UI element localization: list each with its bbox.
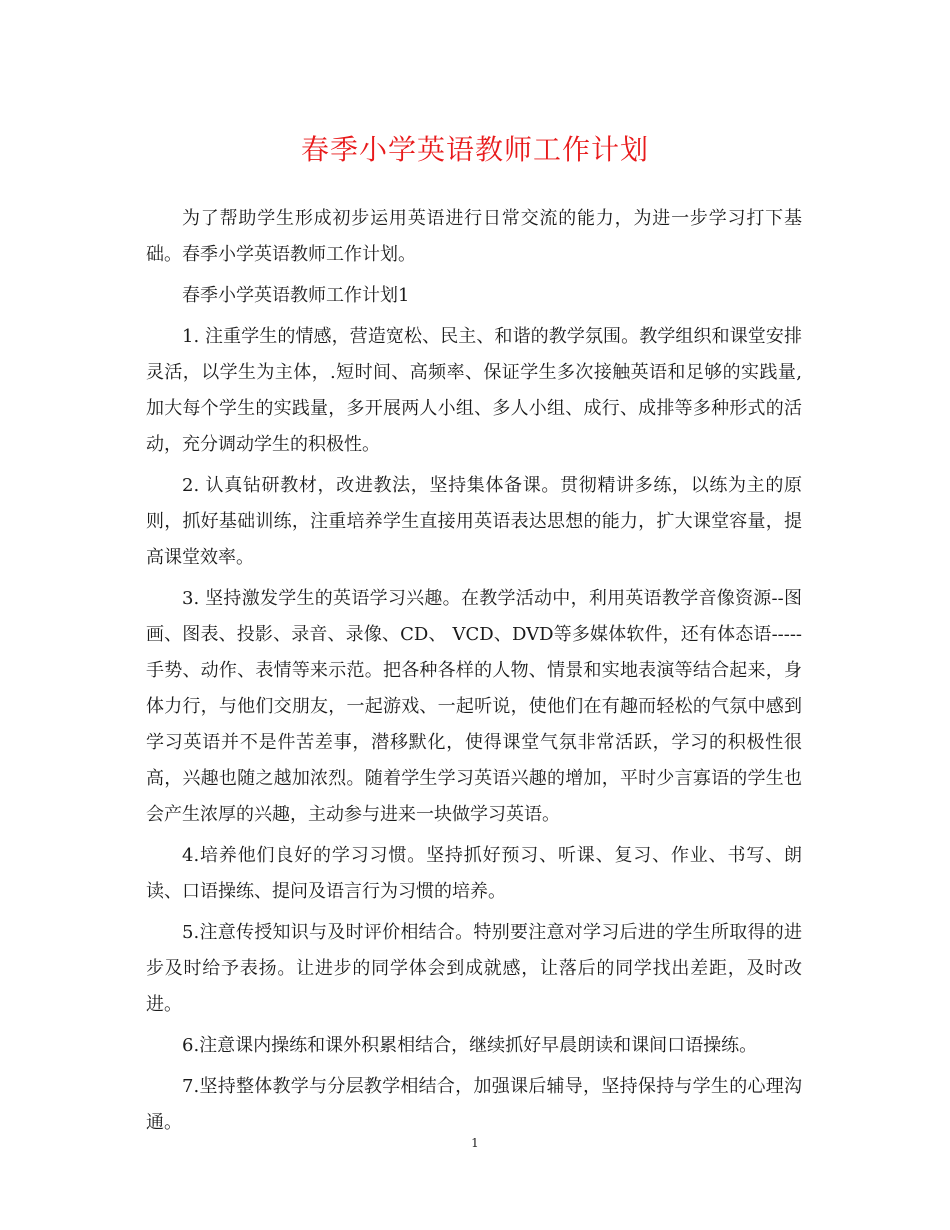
paragraph-item-6: 6.注意课内操练和课外积累相结合，继续抓好早晨朗读和课间口语操练。 [182, 1035, 758, 1056]
document-body [146, 201, 802, 1146]
document-title: 春季小学英语教师工作计划 [300, 133, 649, 166]
paragraph-item-1: 1. 注重学生的情感，营造宽松、民主、和谐的教学氛围。教学组织和课堂安排灵活，以学生为主体，.短时间、高频率、保证学生多次接触英语和足够的实践量,加大每个学生的实践量，多开展两人小组、多人小组、成行、成排等多种形式的活动，充分调动学生的积极性。 [146, 326, 802, 455]
paragraph-item-5: 5.注意传授知识与及时评价相结合。特别要注意对学习后进的学生所取得的进步及时给予表扬。让进步的同学体会到成就感，让落后的同学找出差距，及时改进。 [146, 922, 802, 1015]
page-number: 1 [471, 1136, 479, 1150]
paragraph-intro: 为了帮助学生形成初步运用英语进行日常交流的能力，为进一步学习打下基础。春季小学英语教师工作计划。 [146, 208, 802, 265]
paragraph-item-2: 2. 认真钻研教材，改进教法，坚持集体备课。贯彻精讲多练，以练为主的原则，抓好基础训练，注重培养学生直接用英语表达思想的能力，扩大课堂容量，提高课堂效率。 [146, 475, 802, 568]
paragraph-item-4: 4.培养他们良好的学习习惯。坚持抓好预习、听课、复习、作业、书写、朗读、口语操练、提问及语言行为习惯的培养。 [146, 845, 802, 902]
paragraph-item-7: 7.坚持整体教学与分层教学相结合，加强课后辅导，坚持保持与学生的心理沟通。 [146, 1076, 802, 1133]
paragraph-item-3: 3. 坚持激发学生的英语学习兴趣。在教学活动中，利用英语教学音像资源--图画、图表、投影、录音、录像、CD、 VCD、DVD等多媒体软件，还有体态语-----手势、动作、表情等来示范。把各种各样的人物、情景和实地表演等结合起来，身体力行，与他们交朋友，一起游戏、一起听说，使他们在有趣而轻松的气氛中感到学习英语并不是件苦差事，潜移默化，使得课堂气氛非常活跃，学习的积极性很高，兴趣也随之越加浓烈。随着学生学习英语兴趣的增加，平时少言寡语的学生也会产生浓厚的兴趣，主动参与进来一块做学习英语。 [146, 588, 802, 825]
paragraph-subtitle: 春季小学英语教师工作计划1 [182, 285, 410, 306]
